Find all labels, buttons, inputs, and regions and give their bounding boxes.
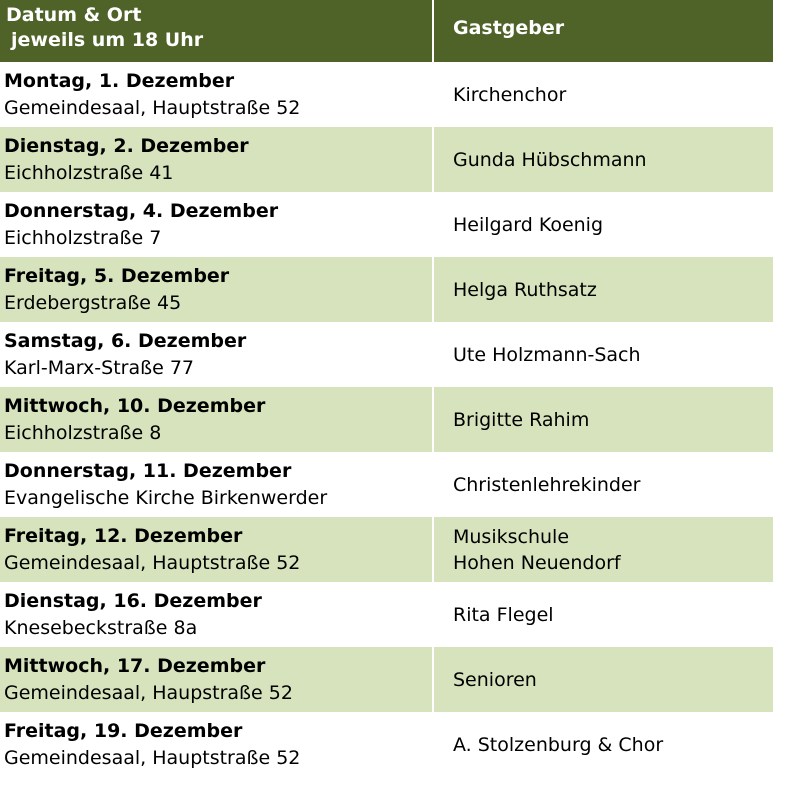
- date-place-cell: [0, 127, 434, 192]
- event-host: Senioren: [453, 668, 537, 691]
- table-row: [0, 452, 773, 517]
- event-place: Eichholzstraße 8: [4, 422, 162, 444]
- event-place: Gemeindesaal, Hauptstraße 52: [4, 97, 301, 119]
- event-date: Freitag, 5. Dezember: [4, 265, 230, 287]
- event-host: A. Stolzenburg & Chor: [453, 733, 664, 756]
- event-place: Evangelische Kirche Birkenwerder: [4, 487, 328, 509]
- event-place: Erdebergstraße 45: [4, 292, 182, 314]
- event-place: Gemeindesaal, Hauptstraße 52: [4, 552, 301, 574]
- event-host: Brigitte Rahim: [453, 408, 590, 431]
- date-place-cell: [0, 387, 434, 452]
- table-row: [0, 712, 773, 777]
- table-row: [0, 257, 773, 322]
- event-date: Freitag, 12. Dezember: [4, 525, 243, 547]
- event-date: Donnerstag, 4. Dezember: [4, 200, 279, 222]
- event-date: Dienstag, 16. Dezember: [4, 590, 262, 612]
- table-header: [0, 0, 773, 62]
- event-host: Musikschule Hohen Neuendorf: [453, 525, 621, 574]
- date-place-cell: [0, 582, 434, 647]
- date-place-cell: [0, 517, 434, 582]
- table-row: [0, 127, 773, 192]
- event-host: Gunda Hübschmann: [453, 148, 647, 171]
- table-row: [0, 517, 773, 582]
- table-row: [0, 582, 773, 647]
- event-date: Mittwoch, 17. Dezember: [4, 655, 266, 677]
- header-host: Gastgeber: [453, 17, 565, 39]
- event-place: Gemeindesaal, Hauptstraße 52: [4, 747, 301, 769]
- event-date: Donnerstag, 11. Dezember: [4, 460, 292, 482]
- event-date: Dienstag, 2. Dezember: [4, 135, 249, 157]
- table-row: [0, 62, 773, 127]
- event-host: Christenlehrekinder: [453, 473, 641, 496]
- header-date-place-label: Datum & Ort: [6, 4, 142, 26]
- event-place: Knesebeckstraße 8a: [4, 617, 198, 639]
- event-host: Kirchenchor: [453, 83, 567, 106]
- date-place-cell: [0, 322, 434, 387]
- event-date: Montag, 1. Dezember: [4, 70, 235, 92]
- table-row: [0, 192, 773, 257]
- table-row: [0, 322, 773, 387]
- event-host: Rita Flegel: [453, 603, 554, 626]
- table-row: [0, 647, 773, 712]
- event-place: Eichholzstraße 7: [4, 227, 162, 249]
- event-place: Karl-Marx-Straße 77: [4, 357, 194, 379]
- header-time-label: jeweils um 18 Uhr: [11, 29, 204, 51]
- event-date: Freitag, 19. Dezember: [4, 720, 243, 742]
- table-body: [0, 62, 773, 777]
- date-place-cell: [0, 257, 434, 322]
- event-date: Samstag, 6. Dezember: [4, 330, 247, 352]
- date-place-cell: [0, 452, 434, 517]
- header-date-place: [0, 0, 434, 62]
- event-host: Heilgard Koenig: [453, 213, 604, 236]
- event-host: Ute Holzmann-Sach: [453, 343, 641, 366]
- date-place-cell: [0, 192, 434, 257]
- date-place-cell: [0, 62, 434, 127]
- event-place: Gemeindesaal, Haupstraße 52: [4, 682, 293, 704]
- event-date: Mittwoch, 10. Dezember: [4, 395, 266, 417]
- date-place-cell: [0, 647, 434, 712]
- event-host: Helga Ruthsatz: [453, 278, 597, 301]
- table-row: [0, 387, 773, 452]
- event-place: Eichholzstraße 41: [4, 162, 174, 184]
- date-place-cell: [0, 712, 434, 777]
